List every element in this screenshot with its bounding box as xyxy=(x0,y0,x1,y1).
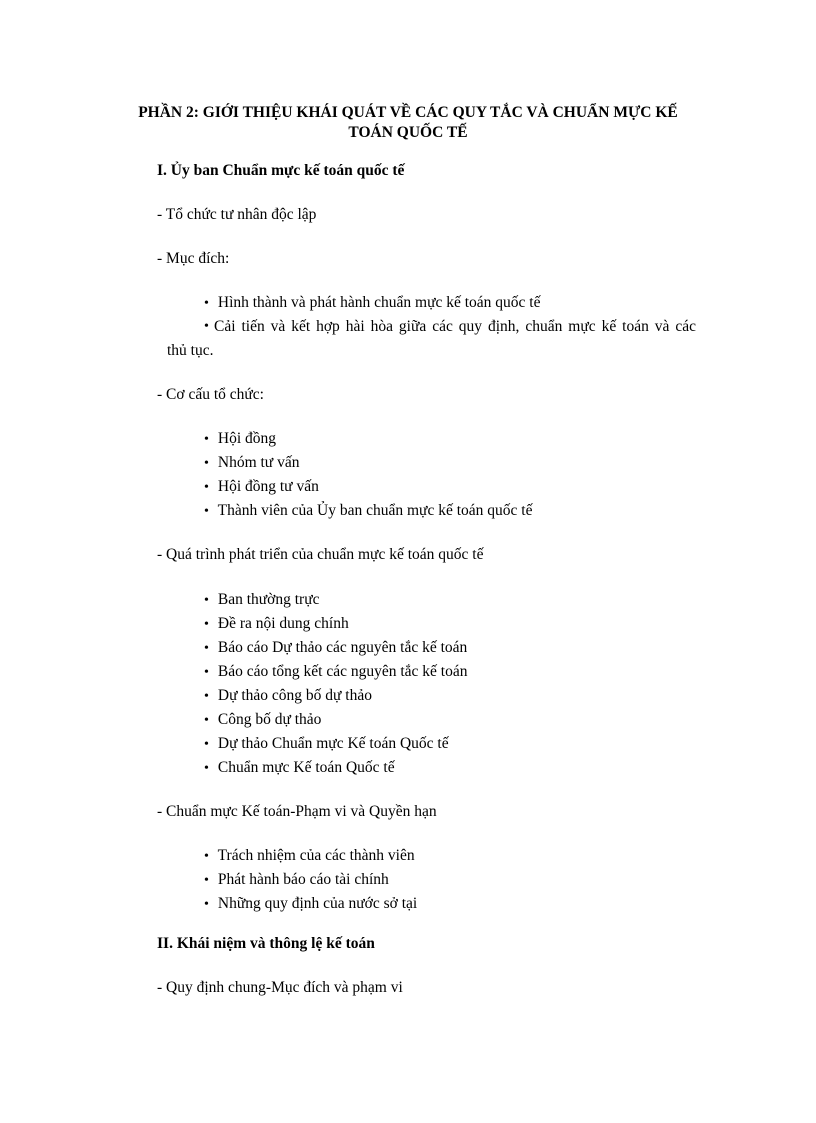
scope-label: - Chuẩn mực Kế toán-Phạm vi và Quyền hạn xyxy=(157,803,437,820)
page-title-line-1: PHẦN 2: GIỚI THIỆU KHÁI QUÁT VỀ CÁC QUY TẮC VÀ CHUẨN MỰC KẾ xyxy=(138,104,678,121)
scope-item-1 xyxy=(204,846,415,867)
development-item-7 xyxy=(204,734,449,755)
development-item-6 xyxy=(204,710,321,731)
structure-item-3 xyxy=(204,477,319,498)
purpose-item-2-continuation: thủ tục. xyxy=(167,342,214,359)
development-item-8-text: Chuẩn mực Kế toán Quốc tế xyxy=(217,759,395,776)
structure-item-4 xyxy=(204,501,532,522)
page-title-line-2: TOÁN QUỐC TẾ xyxy=(348,124,468,141)
structure-item-2 xyxy=(204,453,299,474)
structure-item-4-text: Thành viên của Ủy ban chuẩn mực kế toán quốc tế xyxy=(217,502,533,519)
section-2-heading: II. Khái niệm và thông lệ kế toán xyxy=(157,935,375,952)
development-item-3-text: Báo cáo Dự thảo các nguyên tắc kế toán xyxy=(217,639,468,656)
scope-item-3 xyxy=(204,894,417,915)
purpose-item-1-text: Hình thành và phát hành chuẩn mực kế toán quốc tế xyxy=(217,294,541,311)
development-item-5 xyxy=(204,686,372,707)
development-item-3 xyxy=(204,638,467,659)
development-item-1 xyxy=(204,590,320,611)
development-item-8 xyxy=(204,758,395,779)
development-item-4 xyxy=(204,662,468,683)
purpose-item-1 xyxy=(204,293,540,314)
scope-item-2 xyxy=(204,870,389,891)
structure-item-3-text: Hội đồng tư vấn xyxy=(217,478,319,495)
purpose-item-2 xyxy=(204,317,696,337)
structure-item-1-text: Hội đồng xyxy=(217,430,276,447)
development-label: - Quá trình phát triển của chuẩn mực kế toán quốc tế xyxy=(157,546,484,563)
general-rules-line: - Quy định chung-Mục đích và phạm vi xyxy=(157,979,403,996)
scope-item-1-text: Trách nhiệm của các thành viên xyxy=(217,847,415,864)
development-item-6-text: Công bố dự thảo xyxy=(217,711,322,728)
structure-item-1 xyxy=(204,429,276,450)
purpose-label: - Mục đích: xyxy=(157,250,230,267)
development-item-2-text: Đề ra nội dung chính xyxy=(217,615,349,632)
page-title xyxy=(120,103,696,143)
development-item-4-text: Báo cáo tổng kết các nguyên tắc kế toán xyxy=(217,663,468,680)
development-item-1-text: Ban thường trực xyxy=(217,591,320,608)
org-type-line: - Tổ chức tư nhân độc lập xyxy=(157,206,317,223)
scope-item-3-text: Những quy định của nước sở tại xyxy=(217,895,418,912)
development-item-2 xyxy=(204,614,349,635)
section-1-heading: I. Ủy ban Chuẩn mực kế toán quốc tế xyxy=(157,162,405,179)
structure-item-2-text: Nhóm tư vấn xyxy=(217,454,300,471)
purpose-item-2-text: • Cải tiến và kết hợp hài hòa giữa các quy định, chuẩn mực kế toán và các xyxy=(214,318,696,335)
structure-label: - Cơ cấu tổ chức: xyxy=(157,386,264,403)
scope-item-2-text: Phát hành báo cáo tài chính xyxy=(217,871,389,888)
development-item-5-text: Dự thảo công bố dự thảo xyxy=(217,687,372,704)
development-item-7-text: Dự thảo Chuẩn mực Kế toán Quốc tế xyxy=(217,735,449,752)
